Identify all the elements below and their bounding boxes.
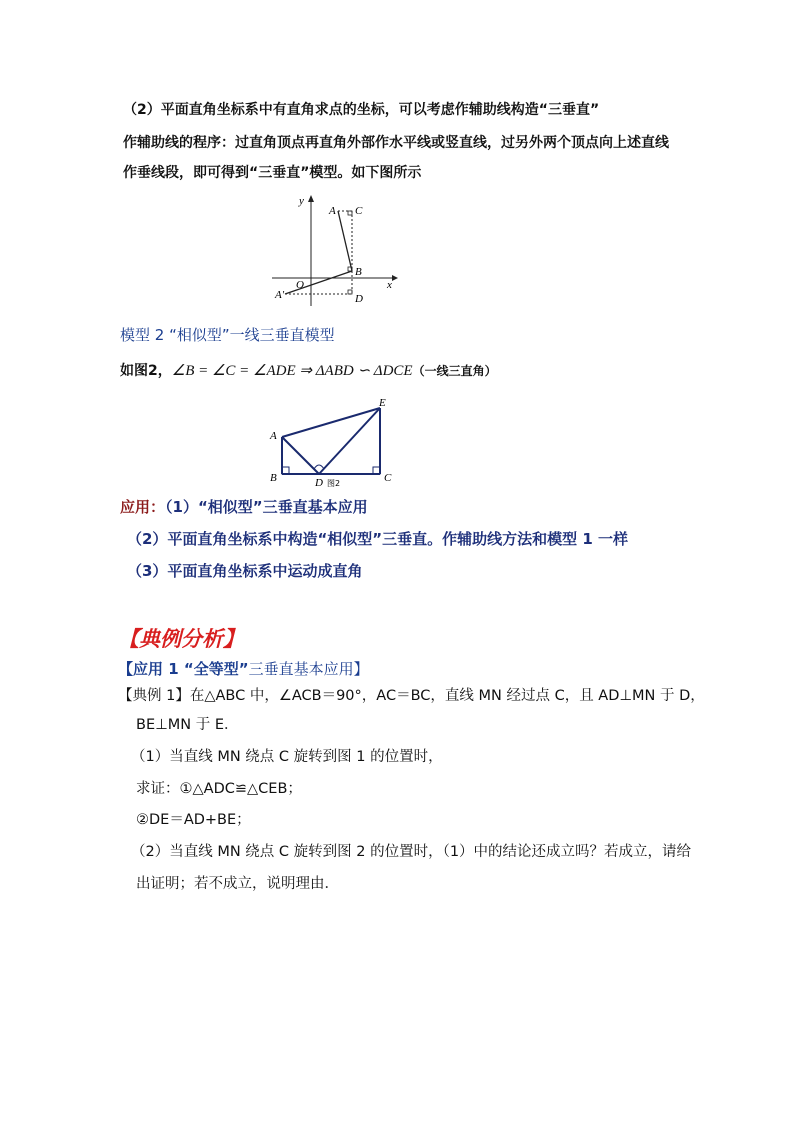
y-axis-arrow	[308, 195, 314, 202]
example-1-line-1	[118, 686, 705, 706]
applications-item-1-text: “相似型”三垂直基本应用	[197, 498, 368, 516]
applications-item-1-number: （1）	[165, 498, 198, 516]
example-1-line-7: 出证明；若不成立，说明理由．	[136, 876, 339, 892]
intro-line-1: （2）平面直角坐标系中有直角求点的坐标，可以考虑作辅助线构造“三垂直”	[123, 102, 600, 118]
label-D: D	[355, 293, 363, 305]
right-angle-mark-B	[282, 467, 289, 474]
model-2-title: 模型 2 “相似型”一线三垂直模型	[120, 326, 335, 344]
applications-item-3: （3）平面直角坐标系中运动成直角	[127, 562, 363, 580]
label-A: A	[270, 430, 277, 442]
label-D: D	[315, 477, 323, 489]
segment-AD	[282, 437, 319, 474]
application-1-title-rest: 三垂直基本应用】	[248, 660, 369, 678]
application-1-title-bold: “全等型”	[183, 660, 249, 678]
application-1-title-open: 【应用 1	[118, 660, 184, 678]
example-1-line-4: 求证：①△ADC≌△CEB；	[136, 781, 302, 797]
intro-line-2: 作辅助线的程序：过直角顶点再直角外部作水平线或竖直线，过另外两个顶点向上述直线	[123, 135, 669, 151]
figure-caption: 图2	[327, 479, 341, 488]
formula-note: （一线三直角）	[412, 364, 497, 378]
label-B: B	[270, 472, 277, 484]
right-angle-mark-D	[348, 290, 352, 294]
label-x: x	[387, 279, 392, 291]
formula-expression: ∠B = ∠C = ∠ADE ⇒ ΔABD ∽ ΔDCE	[171, 363, 413, 379]
label-y: y	[299, 195, 304, 207]
applications-line-1	[120, 497, 368, 517]
label-O: O	[296, 279, 304, 291]
example-1-text-1: 在△ABC 中，∠ACB＝90°，AC＝BC，直线 MN 经过点 C，且 AD⊥MN 于 D，	[189, 688, 705, 704]
label-C: C	[384, 472, 392, 484]
angle-mark-D	[314, 465, 324, 469]
right-angle-mark-C	[373, 467, 380, 474]
label-A: A	[329, 205, 336, 217]
x-axis-arrow	[392, 275, 398, 281]
figure-2-similar-three-perpendicular	[265, 397, 395, 489]
application-1-title	[118, 659, 369, 679]
figure-coordinate-three-perpendicular	[268, 192, 400, 310]
right-angle-mark-C	[348, 211, 352, 215]
label-C: C	[355, 205, 363, 217]
example-1-line-6: （2）当直线 MN 绕点 C 旋转到图 2 的位置时，（1）中的结论还成立吗？若成立，请给	[131, 844, 692, 860]
label-E: E	[379, 397, 386, 409]
segment-AB	[338, 211, 352, 271]
label-B: B	[355, 266, 362, 278]
section-title: 【典例分析】	[118, 627, 244, 651]
applications-prefix: 应用：	[120, 498, 166, 516]
label-A-prime: A'	[275, 289, 285, 301]
example-1-line-3: （1）当直线 MN 绕点 C 旋转到图 1 的位置时，	[131, 749, 443, 765]
example-1-line-2: BE⊥MN 于 E．	[136, 717, 239, 733]
applications-item-2: （2）平面直角坐标系中构造“相似型”三垂直。作辅助线方法和模型 1 一样	[127, 530, 629, 548]
example-1-line-5: ②DE＝AD+BE；	[136, 812, 251, 828]
formula-prefix: 如图2，	[120, 363, 172, 379]
intro-line-3: 作垂线段，即可得到“三垂直”模型。如下图所示	[123, 165, 422, 181]
model-2-formula-line	[120, 361, 497, 381]
example-1-label: 【典例 1】	[118, 688, 190, 704]
